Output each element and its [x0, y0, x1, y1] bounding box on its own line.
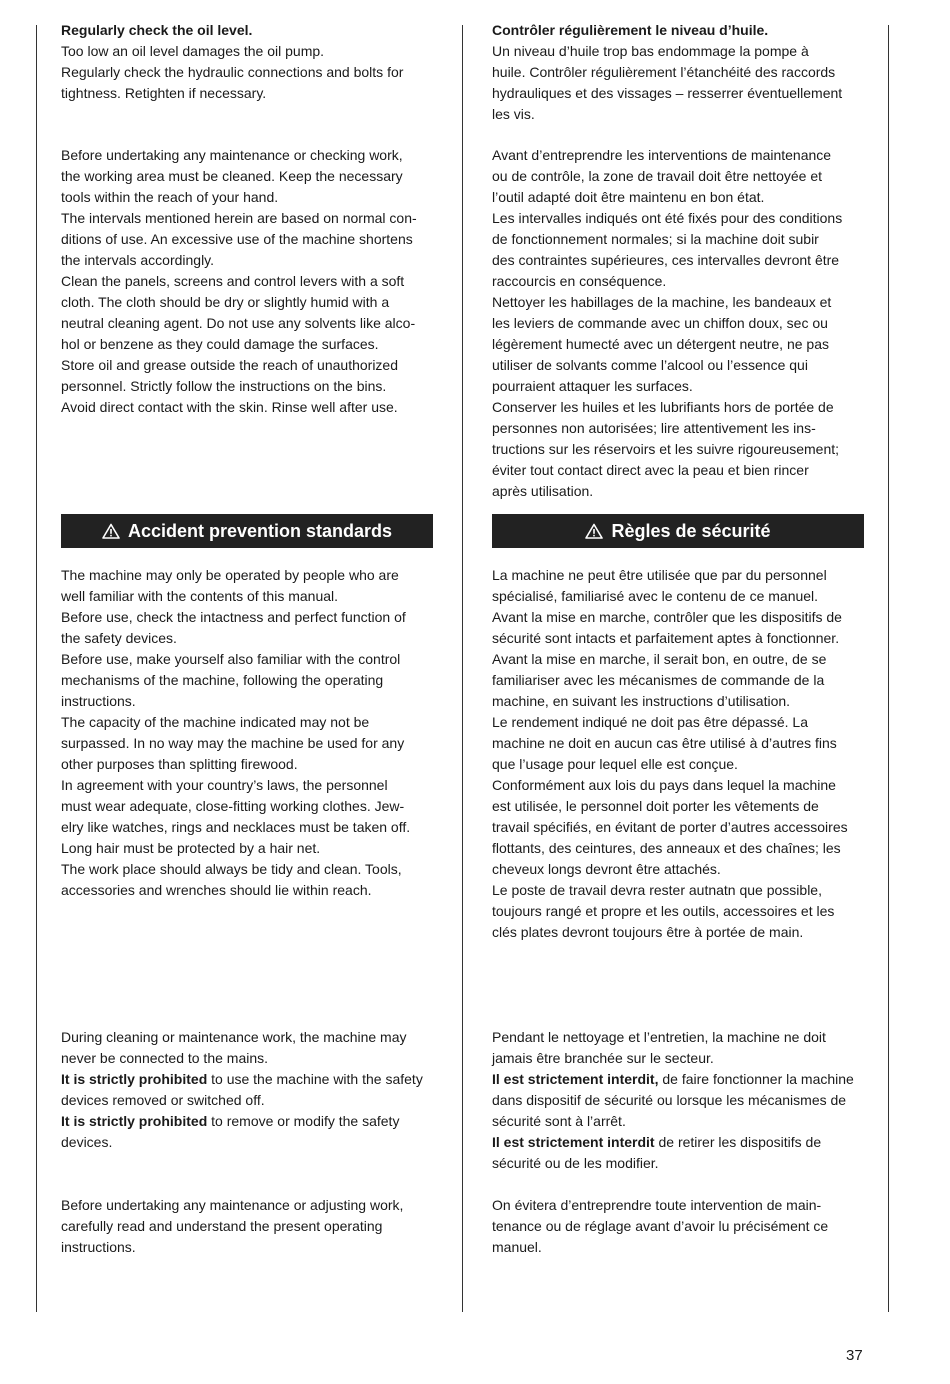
- fr-prohibitions-paragraph: [492, 1027, 872, 1174]
- text-line: Le rendement indiqué ne doit pas être dépassé. La: [492, 714, 809, 730]
- text-line: ou de contrôle, la zone de travail doit être nettoyée et: [492, 168, 822, 184]
- fr-read-manual-paragraph: [492, 1195, 872, 1258]
- text-line: les vis.: [492, 106, 535, 122]
- text-line: éviter tout contact direct avec la peau et bien rincer: [492, 462, 809, 478]
- text-line: flottants, des ceintures, des anneaux et des chaînes; les: [492, 840, 841, 856]
- text-line: the intervals accordingly.: [61, 252, 215, 268]
- text-line: [61, 1069, 439, 1090]
- text-line: surpassed. In no way may the machine be used for any: [61, 735, 405, 751]
- en-prohibitions-paragraph: [61, 1027, 439, 1153]
- text-line: instructions.: [61, 1239, 136, 1255]
- prohibition-emphasis: It is strictly prohibited: [61, 1113, 208, 1129]
- text-line: dans dispositif de sécurité ou lorsque les mécanismes de: [492, 1092, 847, 1108]
- text-line: devices removed or switched off.: [61, 1092, 265, 1108]
- text-line: neutral cleaning agent. Do not use any solvents like alco-: [61, 315, 416, 331]
- text-line: cheveux longs devront être attachés.: [492, 861, 721, 877]
- text-line: [492, 1069, 872, 1090]
- text-line: manuel.: [492, 1239, 542, 1255]
- fr-section-heading: [492, 514, 864, 548]
- text-line: [492, 1132, 872, 1153]
- text-line: Long hair must be protected by a hair net.: [61, 840, 321, 856]
- en-oil-level-title: Regularly check the oil level.: [61, 22, 253, 38]
- text-line: des contraintes supérieures, ces intervalles devront être: [492, 252, 840, 268]
- text-line: well familiar with the contents of this manual.: [61, 588, 339, 604]
- text-span: de faire fonctionner la machine: [658, 1071, 854, 1087]
- prohibition-emphasis: Il est strictement interdit: [492, 1134, 655, 1150]
- en-read-manual-paragraph: [61, 1195, 439, 1258]
- text-line: Avoid direct contact with the skin. Rinse well after use.: [61, 399, 398, 415]
- text-line: sécurité sont à l’arrêt.: [492, 1113, 626, 1129]
- text-line: que l’usage pour lequel elle est conçue.: [492, 756, 738, 772]
- text-line: les leviers de commande avec un chiffon doux, sec ou: [492, 315, 828, 331]
- fr-oil-level-title: Contrôler régulièrement le niveau d’huile.: [492, 22, 769, 38]
- text-line: machine, en suivant les instructions d’utilisation.: [492, 693, 791, 709]
- text-line: Conformément aux lois du pays dans lequel la machine: [492, 777, 836, 793]
- text-line: travail spécifiés, en évitant de porter d’autres accessoires: [492, 819, 848, 835]
- text-line: the working area must be cleaned. Keep the necessary: [61, 168, 403, 184]
- text-line: Les intervalles indiqués ont été fixés pour des conditions: [492, 210, 843, 226]
- text-line: elry like watches, rings and necklaces must be taken off.: [61, 819, 411, 835]
- text-line: Conserver les huiles et les lubrifiants hors de portée de: [492, 399, 834, 415]
- text-line: the safety devices.: [61, 630, 177, 646]
- text-line: accessories and wrenches should lie within reach.: [61, 882, 372, 898]
- text-line: Le poste de travail devra rester autnatn que possible,: [492, 882, 822, 898]
- text-line: l’outil adapté doit être maintenu en bon état.: [492, 189, 765, 205]
- text-line: utiliser de solvants comme l’alcool ou l’essence qui: [492, 357, 808, 373]
- text-line: must wear adequate, close-fitting working clothes. Jew-: [61, 798, 405, 814]
- fr-maintenance-paragraph: [492, 145, 872, 502]
- text-line: hydrauliques et des vissages – resserrer éventuellement: [492, 85, 843, 101]
- text-line: The capacity of the machine indicated may not be: [61, 714, 370, 730]
- text-line: tools within the reach of your hand.: [61, 189, 279, 205]
- fr-oil-level-paragraph: [492, 20, 872, 125]
- en-section-heading: [61, 514, 433, 548]
- text-line: Too low an oil level damages the oil pump.: [61, 43, 325, 59]
- left-margin-rule: [36, 25, 37, 1312]
- prohibition-emphasis: Il est strictement interdit,: [492, 1071, 659, 1087]
- text-line: The work place should always be tidy and clean. Tools,: [61, 861, 402, 877]
- text-line: machine ne doit en aucun cas être utilisé à d’autres fins: [492, 735, 837, 751]
- text-line: The machine may only be operated by people who are: [61, 567, 399, 583]
- text-line: tightness. Retighten if necessary.: [61, 85, 267, 101]
- text-line: Avant la mise en marche, contrôler que les dispositifs de: [492, 609, 842, 625]
- text-line: sécurité ou de les modifier.: [492, 1155, 659, 1171]
- text-line: raccourcis en conséquence.: [492, 273, 667, 289]
- text-line: cloth. The cloth should be dry or slightly humid with a: [61, 294, 390, 310]
- warning-triangle-icon: [102, 523, 120, 539]
- text-line: après utilisation.: [492, 483, 594, 499]
- text-line: Store oil and grease outside the reach of unauthorized: [61, 357, 399, 373]
- text-line: sécurité sont intacts et parfaitement aptes à fonctionner.: [492, 630, 840, 646]
- text-line: huile. Contrôler régulièrement l’étanchéité des raccords: [492, 64, 836, 80]
- text-line: Un niveau d’huile trop bas endommage la pompe à: [492, 43, 809, 59]
- text-line: tenance ou de réglage avant d’avoir lu précisément ce: [492, 1218, 829, 1234]
- text-line: légèrement humecté avec un détergent neutre, ne pas: [492, 336, 829, 352]
- en-heading-text: Accident prevention standards: [127, 520, 393, 541]
- text-line: tructions sur les réservoirs et les suivre rigoureusement;: [492, 441, 840, 457]
- text-line: On évitera d’entreprendre toute intervention de main-: [492, 1197, 822, 1213]
- text-line: Before undertaking any maintenance or adjusting work,: [61, 1197, 404, 1213]
- en-oil-level-paragraph: [61, 20, 439, 104]
- right-margin-rule: [888, 25, 889, 1312]
- text-line: instructions.: [61, 693, 136, 709]
- text-line: other purposes than splitting firewood.: [61, 756, 298, 772]
- text-line: familiariser avec les mécanismes de commande de la: [492, 672, 825, 688]
- text-line: personnel. Strictly follow the instructions on the bins.: [61, 378, 387, 394]
- fr-heading-text: Règles de sécurité: [611, 520, 771, 541]
- text-line: Pendant le nettoyage et l’entretien, la machine ne doit: [492, 1029, 826, 1045]
- text-line: Avant d’entreprendre les interventions de maintenance: [492, 147, 832, 163]
- warning-triangle-icon: [585, 523, 603, 539]
- text-line: jamais être branchée sur le secteur.: [492, 1050, 714, 1066]
- text-line: Before undertaking any maintenance or checking work,: [61, 147, 403, 163]
- text-line: Avant la mise en marche, il serait bon, en outre, de se: [492, 651, 827, 667]
- text-line: devices.: [61, 1134, 113, 1150]
- en-maintenance-paragraph: [61, 145, 439, 418]
- text-line: hol or benzene as they could damage the surfaces.: [61, 336, 379, 352]
- text-line: clés plates devront toujours être à portée de main.: [492, 924, 804, 940]
- text-line: Before use, make yourself also familiar with the control: [61, 651, 401, 667]
- text-line: Before use, check the intactness and perfect function of: [61, 609, 406, 625]
- text-line: personnes non autorisées; lire attentivement les ins-: [492, 420, 816, 436]
- text-span: de retirer les dispositifs de: [654, 1134, 822, 1150]
- text-line: [61, 1111, 439, 1132]
- text-line: mechanisms of the machine, following the operating: [61, 672, 384, 688]
- text-line: spécialisé, familiarisé avec le contenu de ce manuel.: [492, 588, 819, 604]
- text-span: to use the machine with the safety: [207, 1071, 423, 1087]
- text-line: In agreement with your country’s laws, the personnel: [61, 777, 388, 793]
- en-accident-prevention-paragraph: [61, 565, 439, 901]
- text-line: never be connected to the mains.: [61, 1050, 269, 1066]
- text-line: Nettoyer les habillages de la machine, les bandeaux et: [492, 294, 832, 310]
- text-line: During cleaning or maintenance work, the machine may: [61, 1029, 407, 1045]
- center-column-rule: [462, 25, 463, 1312]
- fr-safety-rules-paragraph: [492, 565, 872, 943]
- text-line: Clean the panels, screens and control levers with a soft: [61, 273, 405, 289]
- prohibition-emphasis: It is strictly prohibited: [61, 1071, 208, 1087]
- text-span: to remove or modify the safety: [207, 1113, 400, 1129]
- text-line: toujours rangé et propre et les outils, accessoires et les: [492, 903, 835, 919]
- text-line: The intervals mentioned herein are based on normal con-: [61, 210, 417, 226]
- text-line: pourraient attaquer les surfaces.: [492, 378, 693, 394]
- text-line: de fonctionnement normales; si la machine doit subir: [492, 231, 819, 247]
- text-line: Regularly check the hydraulic connections and bolts for: [61, 64, 404, 80]
- text-line: La machine ne peut être utilisée que par du personnel: [492, 567, 827, 583]
- text-line: ditions of use. An excessive use of the machine shortens: [61, 231, 413, 247]
- text-line: est utilisée, le personnel doit porter les vêtements de: [492, 798, 819, 814]
- page-number: 37: [846, 1347, 863, 1364]
- text-line: carefully read and understand the present operating: [61, 1218, 383, 1234]
